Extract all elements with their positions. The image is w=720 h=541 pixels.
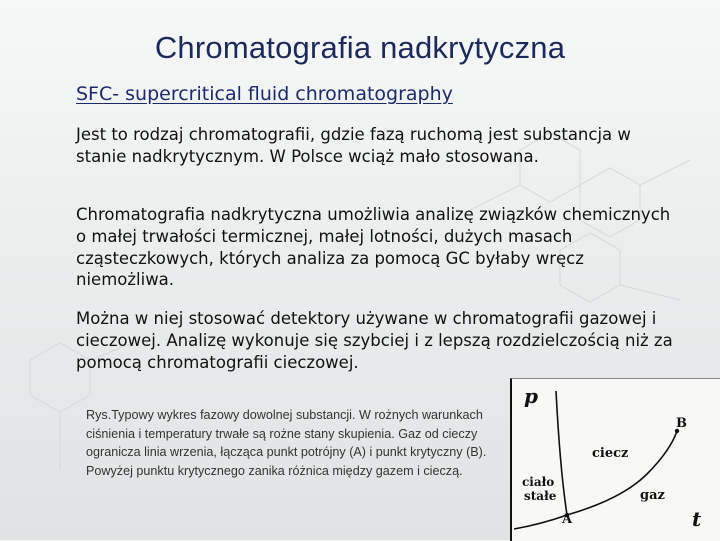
liquid-region-label: ciecz (592, 446, 629, 461)
pressure-axis-label: p (524, 384, 538, 408)
solid-region-label-line1: ciało (522, 475, 555, 489)
slide-subtitle: SFC- supercritical fluid chromatography (76, 83, 453, 105)
gas-region-label: gaz (640, 488, 665, 503)
critical-point-label: B (676, 416, 687, 431)
phase-diagram (510, 378, 720, 541)
triple-point-label: A (562, 512, 573, 527)
temperature-axis-label: t (692, 507, 702, 531)
slide-title: Chromatografia nadkrytyczna (154, 30, 566, 65)
solid-region-label-line2: stałe (524, 489, 557, 503)
sublimation-curve (514, 515, 567, 529)
paragraph-definition: Jest to rodzaj chromatografii, gdzie fazą ruchomą jest substancja w stanie nadkrytycznym. W Polsce wciąż mało stosowana. (76, 125, 631, 166)
figure-caption: Rys.Typowy wykres fazowy dowolnej substancji. W rożnych warunkach ciśnienia i temperatury trwałe są rożne stany skupienia. Gaz od cieczy ogranicza linia wrzenia, łącząca punkt potrójny (A) i punkt krytyczny (B). Powyżej punktu krytycznego zanika różnica między gazem i cieczą. (86, 408, 487, 478)
paragraph-detectors: Można w niej stosować detektory używane w chromatografii gazowej i cieczowej. Analizę wykonuje się szybciej i z lepszą rozdzielczością niż za pomocą chromatografii cieczowej. (76, 309, 673, 372)
paragraph-applications: Chromatografia nadkrytyczna umożliwia analizę związków chemicznych o małej trwałości termicznej, małej lotności, dużych masach cząsteczkowych, których analiza za pomocą GC byłaby wręcz niemożliwa. (76, 205, 671, 290)
melting-curve (556, 391, 567, 515)
